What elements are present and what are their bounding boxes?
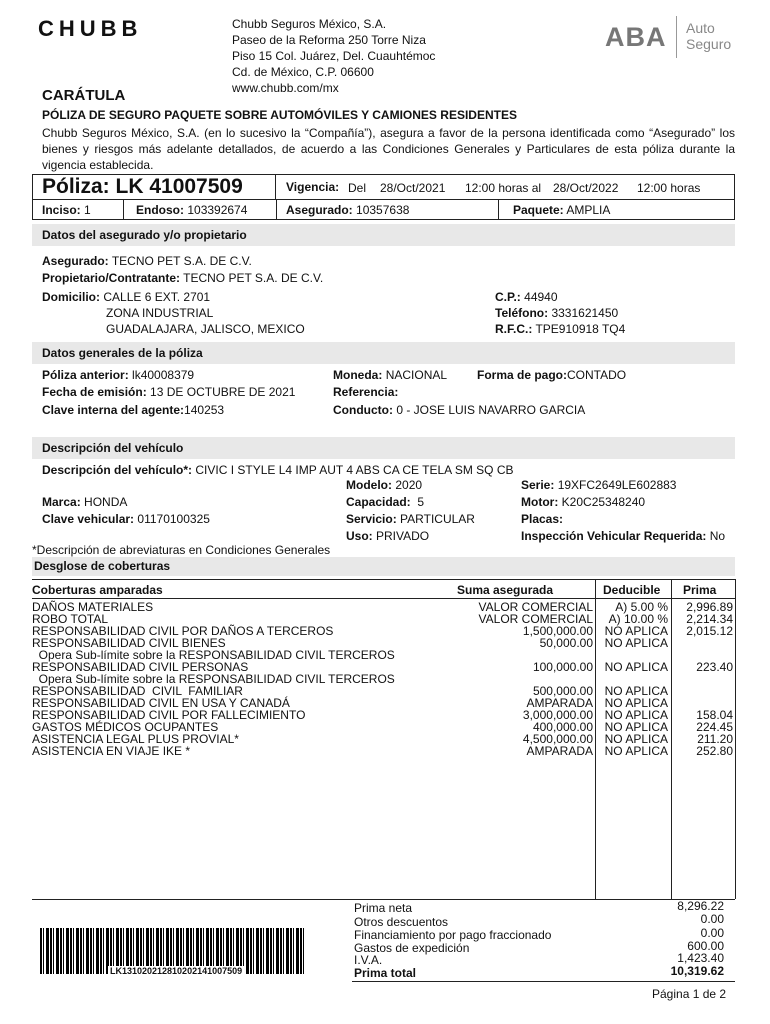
marca-value: HONDA: [84, 495, 128, 509]
section-bar-vehiculo: [32, 437, 735, 459]
deducible: NO APLICA: [604, 744, 668, 758]
otros-descuentos-value: 0.00: [700, 911, 724, 926]
suma-asegurada: AMPARADA: [526, 696, 593, 710]
cobertura-name: RESPONSABILIDAD CIVIL FAMILIAR: [32, 684, 243, 698]
aba-logo: ABA: [605, 22, 667, 52]
clave-vehicular-label: Clave vehicular:: [42, 512, 135, 526]
uso-label: Uso:: [346, 529, 373, 543]
domicilio-label: Domicilio:: [42, 290, 101, 304]
section-title: Descripción del vehículo: [42, 441, 184, 455]
financiamiento-value: 0.00: [700, 926, 724, 941]
company-address: [232, 16, 435, 96]
prima: 2,996.89: [686, 600, 733, 614]
conducto-label: Conducto:: [333, 403, 393, 417]
asegurado-name: TECNO PET S.A. DE C.V.: [111, 254, 252, 268]
fecha-emision-label: Fecha de emisión:: [42, 385, 147, 399]
moneda-label: Moneda:: [333, 368, 383, 382]
caratula-heading: CARÁTULA: [42, 87, 126, 104]
gastos-expedicion-value: 600.00: [687, 938, 724, 953]
capacidad-value: 5: [417, 495, 425, 509]
clave-agente-value: 140253: [184, 403, 225, 417]
cobertura-name: RESPONSABILIDAD CIVIL PERSONAS: [32, 660, 249, 674]
abreviaturas-footnote: *Descripción de abreviaturas en Condiciones Generales: [32, 543, 331, 557]
rfc-value: TPE910918 TQ4: [535, 322, 626, 336]
poliza-anterior-value: lk40008379: [132, 368, 195, 382]
suma-asegurada: AMPARADA: [526, 744, 593, 758]
cp-label: C.P.:: [495, 290, 521, 304]
prima: 2,214.34: [686, 612, 733, 626]
deducible: NO APLICA: [604, 624, 668, 638]
company-line: Cd. de México, C.P. 06600: [232, 65, 374, 79]
aba-logo-divider: [676, 16, 677, 58]
aba-sub-line: Seguro: [686, 36, 732, 52]
company-line: Piso 15 Col. Juárez, Del. Cuauhtémoc: [232, 49, 436, 63]
col-header-prima: Prima: [683, 583, 717, 597]
asegurado-id-label: Asegurado:: [286, 203, 353, 217]
prima: 224.45: [696, 720, 733, 734]
suma-asegurada: 500,000.00: [532, 684, 593, 698]
section-title: Datos del asegurado y/o propietario: [42, 228, 247, 242]
prima-total-value: 10,319.62: [670, 963, 724, 978]
deducible: NO APLICA: [604, 660, 668, 674]
chubb-logo: CHUBB: [38, 16, 143, 41]
vigencia-time-to: 12:00 horas: [637, 181, 701, 195]
servicio-label: Servicio:: [346, 512, 397, 526]
uso-value: PRIVADO: [376, 529, 430, 543]
prima: 2,015.12: [686, 624, 733, 638]
aba-sub-line: Auto: [686, 20, 715, 36]
company-line: Paseo de la Reforma 250 Torre Niza: [232, 33, 426, 47]
inciso-value: 1: [84, 203, 91, 217]
col-header-deducible: Deducible: [603, 583, 661, 597]
domicilio-line: ZONA INDUSTRIAL: [106, 306, 214, 320]
serie-label: Serie:: [521, 478, 555, 492]
table-top-line: [32, 579, 735, 580]
suma-asegurada: 1,500,000.00: [522, 624, 593, 638]
paquete-value: AMPLIA: [566, 203, 611, 217]
company-line: Chubb Seguros México, S.A.: [232, 17, 387, 31]
otros-descuentos-label: Otros descuentos: [354, 914, 449, 929]
section-bar-coberturas: [32, 557, 735, 576]
totals-bottom-line: [352, 981, 735, 982]
iva-value: 1,423.40: [677, 951, 724, 966]
marca-label: Marca:: [42, 495, 81, 509]
table-header-line: [32, 598, 735, 599]
inciso-label: Inciso:: [42, 203, 81, 217]
intro-paragraph: Chubb Seguros México, S.A. (en lo sucesivo la “Compañía”), asegura a favor de la persona identificada como “Asegurado” los bienes y riesgos más adelante detallados, de acuerdo a las Condiciones Generales y Particulares de esta póliza durante la vigencia establecida.: [42, 126, 735, 172]
document-title: PÓLIZA DE SEGURO PAQUETE SOBRE AUTOMÓVILES Y CAMIONES RESIDENTES: [42, 108, 517, 122]
prima: 252.80: [696, 744, 733, 758]
section-bar-asegurado: [32, 224, 735, 246]
table-col-divider: [595, 579, 596, 899]
cobertura-name: Opera Sub-límite sobre la RESPONSABILIDAD CIVIL TERCEROS: [32, 672, 395, 686]
deducible: NO APLICA: [604, 636, 668, 650]
cobertura-name: RESPONSABILIDAD CIVIL POR DAÑOS A TERCEROS: [32, 624, 334, 638]
forma-pago-label: Forma de pago:: [477, 368, 568, 382]
totales-labels: [354, 902, 551, 980]
suma-asegurada: 3,000,000.00: [522, 708, 593, 722]
col-header-suma: Suma asegurada: [457, 583, 554, 597]
prima-neta-value: 8,296.22: [677, 899, 724, 913]
capacidad-label: Capacidad:: [346, 495, 411, 509]
paquete-label: Paquete:: [513, 203, 564, 217]
endoso-value: 103392674: [187, 203, 248, 217]
vigencia-from: 28/Oct/2021: [380, 181, 446, 195]
divider: [123, 200, 124, 220]
deducible: NO APLICA: [604, 696, 668, 710]
cobertura-name: Opera Sub-límite sobre la RESPONSABILIDAD CIVIL TERCEROS: [32, 648, 395, 662]
aba-logo-subtitle: [686, 20, 731, 52]
modelo-label: Modelo:: [346, 478, 392, 492]
forma-pago-value: CONTADO: [567, 368, 627, 382]
cobertura-name: GASTOS MÉDICOS OCUPANTES: [32, 720, 219, 734]
cobertura-name: ASISTENCIA LEGAL PLUS PROVIAL*: [32, 732, 239, 746]
vigencia-to: 28/Oct/2022: [553, 181, 619, 195]
domicilio-line: CALLE 6 EXT. 2701: [103, 290, 211, 304]
suma-asegurada: VALOR COMERCIAL: [478, 600, 593, 614]
endoso-label: Endoso:: [136, 203, 184, 217]
section-title: Datos generales de la póliza: [42, 346, 203, 360]
cobertura-name: RESPONSABILIDAD CIVIL POR FALLECIMIENTO: [32, 708, 306, 722]
suma-asegurada: 50,000.00: [539, 636, 593, 650]
motor-value: K20C25348240: [561, 495, 646, 509]
vigencia-del: Del: [348, 181, 367, 195]
cobertura-name: DAÑOS MATERIALES: [32, 600, 154, 614]
poliza-number: Póliza: LK 41007509: [42, 175, 243, 198]
propietario-name: TECNO PET S.A. DE C.V.: [183, 271, 324, 285]
descripcion-value: CIVIC I STYLE L4 IMP AUT 4 ABS CA CE TELA SM SQ CB: [195, 463, 514, 477]
gastos-expedicion-label: Gastos de expedición: [354, 940, 470, 955]
suma-asegurada: 4,500,000.00: [522, 732, 593, 746]
poliza-anterior-label: Póliza anterior:: [42, 368, 129, 382]
suma-asegurada: 400,000.00: [532, 720, 593, 734]
section-title: Desglose de coberturas: [34, 559, 171, 573]
conducto-value: 0 - JOSE LUIS NAVARRO GARCIA: [396, 403, 586, 417]
iva-label: I.V.A.: [354, 953, 383, 968]
divider: [498, 200, 499, 220]
deducible: A) 5.00 %: [615, 600, 668, 614]
col-header-coberturas: Coberturas amparadas: [32, 583, 163, 597]
cobertura-name: RESPONSABILIDAD CIVIL BIENES: [32, 636, 226, 650]
deducible: NO APLICA: [604, 720, 668, 734]
prima: 158.04: [696, 708, 733, 722]
propietario-label: Propietario/Contratante:: [42, 271, 181, 285]
page-number: Página 1 de 2: [652, 987, 727, 1001]
prima-neta-label: Prima neta: [354, 901, 413, 915]
deducible: NO APLICA: [604, 684, 668, 698]
suma-asegurada: VALOR COMERCIAL: [478, 612, 593, 626]
divider: [276, 200, 277, 220]
prima: 211.20: [697, 732, 733, 746]
cobertura-name: ROBO TOTAL: [32, 612, 109, 626]
placas-label: Placas:: [521, 512, 564, 526]
inspeccion-label: Inspección Vehicular Requerida:: [521, 529, 707, 543]
descripcion-label: Descripción del vehículo*:: [42, 463, 193, 477]
modelo-value: 2020: [395, 478, 423, 492]
prima: 223.40: [696, 660, 733, 674]
telefono-value: 3331621450: [551, 306, 619, 320]
inspeccion-value: No: [709, 529, 726, 543]
financiamiento-label: Financiamiento por pago fraccionado: [354, 928, 552, 943]
asegurado-label: Asegurado:: [42, 254, 109, 268]
domicilio-line: GUADALAJARA, JALISCO, MEXICO: [106, 322, 305, 336]
table-bottom-line: [32, 899, 735, 900]
barcode-text: LK131020212810202141007509: [110, 966, 243, 976]
table-col-divider: [735, 579, 736, 899]
telefono-label: Teléfono:: [495, 306, 549, 320]
moneda-value: NACIONAL: [385, 368, 448, 382]
clave-vehicular-value: 01170100325: [137, 512, 210, 526]
serie-value: 19XFC2649LE602883: [557, 478, 677, 492]
deducible: A) 10.00 %: [608, 612, 668, 626]
cobertura-name: ASISTENCIA EN VIAJE IKE *: [32, 744, 191, 758]
vigencia-label: Vigencia:: [286, 180, 340, 194]
prima-total-label: Prima total: [354, 965, 417, 980]
referencia-label: Referencia:: [333, 385, 399, 399]
suma-asegurada: 100,000.00: [532, 660, 593, 674]
asegurado-id-value: 10357638: [356, 203, 410, 217]
cobertura-name: RESPONSABILIDAD CIVIL EN USA Y CANADÁ: [32, 696, 290, 710]
vigencia-time-from: 12:00 horas al: [465, 181, 542, 195]
company-website[interactable]: www.chubb.com/mx: [232, 81, 339, 95]
cp-value: 44940: [524, 290, 558, 304]
fecha-emision-value: 13 DE OCTUBRE DE 2021: [150, 385, 296, 399]
motor-label: Motor:: [521, 495, 559, 509]
servicio-value: PARTICULAR: [400, 512, 475, 526]
section-bar-poliza: [32, 342, 735, 364]
rfc-label: R.F.C.:: [495, 322, 533, 336]
totales-values: [640, 900, 724, 978]
deducible: NO APLICA: [604, 708, 668, 722]
clave-agente-label: Clave interna del agente:: [42, 403, 185, 417]
deducible: NO APLICA: [604, 732, 668, 746]
